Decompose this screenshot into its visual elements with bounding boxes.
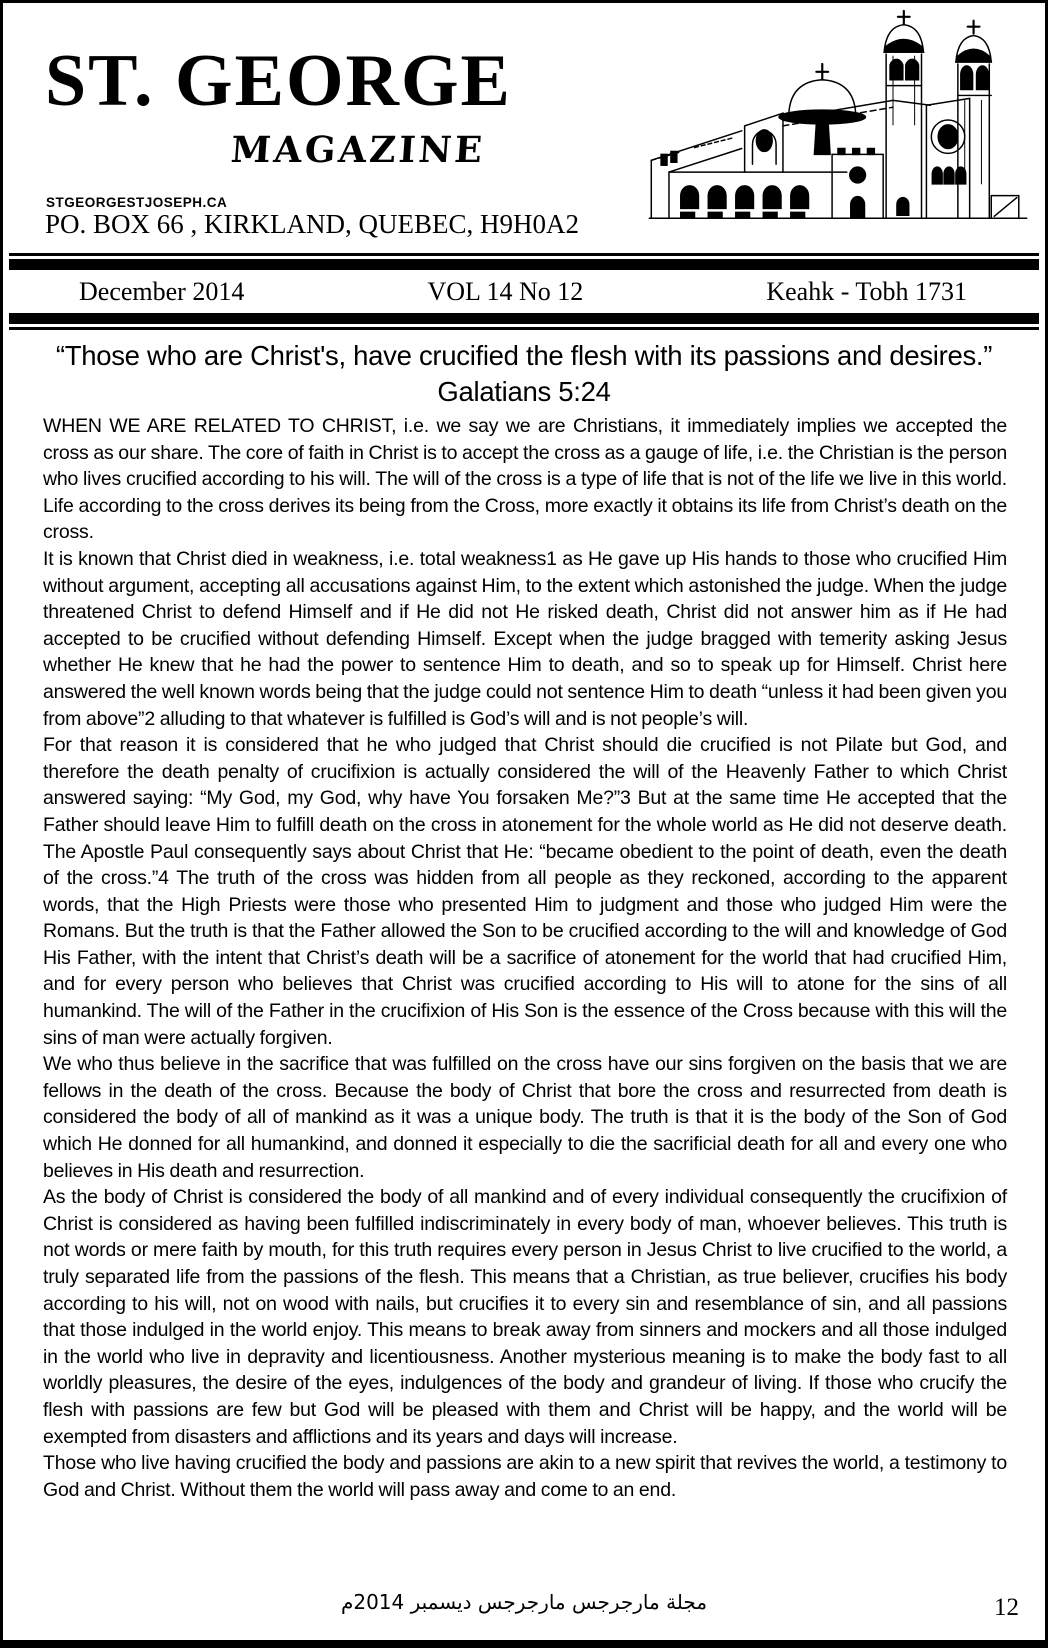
- article-paragraph: As the body of Christ is considered the body of all mankind and of every individual consequently the crucifixion of Christ is considered as having been fulfilled indiscriminately in every body of man, whoever believes. This truth is not words or mere faith by mouth, for this truth requires every person in Jesus Christ to live crucified to the world, a truly separated life from the passions of the flesh. This means that a Christian, as true believer, crucifies his body according to his will, not on wood with nails, but crucifies it to every sin and resemblance of sin, and all passions that those indulged in the world enjoy. This means to break away from sinners and mockers and all those indulged in the world who live in depravity and licentiousness. Another mysterious meaning is to make the body fast to all worldly pleasures, the desire of the eyes, indulgences of the body and grandeur of living. If those who crucify the flesh with passions are few but God will be pleased with them and Christ will be happy, and the world will be exempted from disasters and afflictions and its years and days will increase.: [43, 1186, 1007, 1448]
- page-number: 12: [994, 1594, 1019, 1621]
- article-paragraph: It is known that Christ died in weakness, i.e. total weakness1 as He gave up His hands to those who crucified Him without argument, accepting all accusations against Him, to the extent which astonished the judge. When the judge threatened Christ to defend Himself and if He did not He risked death, Christ did not answer him as if He had accepted to be crucified without defending Himself. Except when the judge bragged with temerity asking Jesus whether He knew that he had the power to sentence Him to death, and so to speak up for Himself. Christ here answered the well known words being that the judge could not sentence Him to death “unless it had been given you from above”2 alluding to that whatever is fulfilled is God’s will and is not people’s will.: [43, 547, 1007, 730]
- issue-volume: VOL 14 No 12: [427, 277, 584, 306]
- divider-double-rule-top: [9, 253, 1039, 270]
- article-paragraph: We who thus believe in the sacrifice that was fulfilled on the cross have our sins forgiven on the basis that we are fellows in the death of the cross. Because the body of Christ that bore the cross and resurrected from death is considered the body of all of mankind as it was a unique body. The truth is that it is the body of the Son of God which He donned for all humankind, and donned it especially to die the sacrificial death for all and every one who believes in His death and resurrection.: [43, 1053, 1007, 1182]
- quote-heading: “Those who are Christ's, have crucified the flesh with its passions and desires.” Galatians 5:24: [55, 340, 993, 407]
- issue-coptic-date: Keahk - Tobh 1731: [766, 277, 967, 306]
- issue-date: December 2014: [79, 277, 245, 306]
- website-text: STGEORGESTJOSEPH.CA: [46, 195, 228, 210]
- article-paragraph: For that reason it is considered that he who judged that Christ should die crucified is not Pilate but God, and therefore the death penalty of crucifixion is actually considered the will of the Heavenly Father to which Christ answered saying: “My God, my God, why have You forsaken Me?”3 But at the same time He accepted that the Father should leave Him to fulfill death on the cross in atonement for the whole world as He did not deserve death. The Apostle Paul consequently says about Christ that He: “became obedient to the point of death, even the death of the cross.”4 The truth of the cross was hidden from all people as they reckoned, according to the apparent words, that the High Priests were those who presented Him to judgment and those who judged Him were the Romans. But the truth is that the Father allowed the Son to be crucified according to the will and knowledge of God His Father, with the intent that Christ’s death will be a sacrifice of atonement for the world that had crucified Him, and for every person who believes that Christ was crucified according to His will to atone for the sins of all humankind. The will of the Father in the crucifixion of His Son is the essence of the Cross because with this will the sins of man were actually forgiven.: [43, 734, 1007, 1049]
- article-body: [43, 413, 1007, 1503]
- issue-bar: [3, 270, 1045, 313]
- magazine-title: ST. GEORGE: [45, 40, 512, 122]
- magazine-subtitle: MAGAZINE: [229, 129, 487, 171]
- coptic-church-line-drawing-icon: [635, 7, 1039, 237]
- page-footer: [3, 1590, 1045, 1624]
- address-text: PO. BOX 66 , KIRKLAND, QUEBEC, H9H0A2: [45, 209, 580, 239]
- article: [3, 338, 1045, 1503]
- footer-arabic-caption: مجلة مارجرجس مارجرجس ديسمبر 2014م: [340, 1590, 708, 1614]
- divider-double-rule-bottom: [9, 313, 1039, 330]
- masthead: [3, 3, 1045, 253]
- article-paragraph: WHEN WE ARE RELATED TO CHRIST, i.e. we say we are Christians, it immediately implies we accepted the cross as our share. The core of faith in Christ is to accept the cross as a gauge of life, i.e. the Christian is the person who lives crucified according to his will. The will of the cross is a type of life that is not of the life we live in this world. Life according to the cross derives its being from the Cross, more exactly it obtains its life from Christ’s death on the cross.: [43, 415, 1007, 544]
- article-paragraph: Those who live having crucified the body and passions are akin to a new spirit that revives the world, a testimony to God and Christ. Without them the world will pass away and come to an end.: [43, 1452, 1007, 1501]
